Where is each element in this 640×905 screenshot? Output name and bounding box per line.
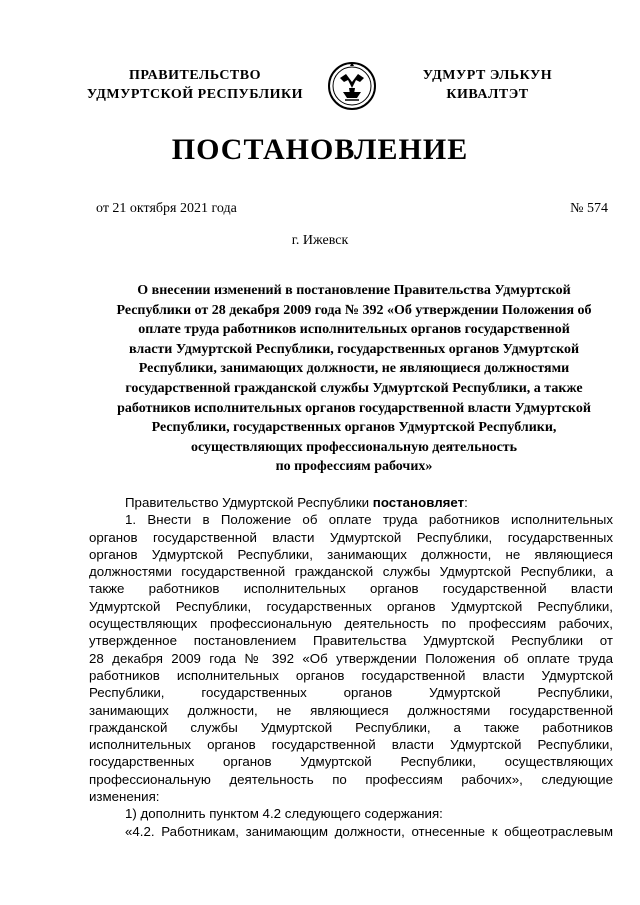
body-line: Республики, государственных органов Удмуртской Республики,	[89, 685, 613, 701]
body-line: 1) дополнить пунктом 4.2 следующего содержания:	[125, 806, 443, 822]
body-line: должностями государственной гражданской службы Удмуртской Республики, а	[89, 564, 613, 580]
document-type-title: ПОСТАНОВЛЕНИЕ	[171, 133, 469, 166]
title-line: Республики от 28 декабря 2009 года № 392 «Об утверждении Положения об	[116, 302, 592, 318]
intro-text: Правительство Удмуртской Республики	[125, 495, 370, 510]
body-line: профессиональную деятельность по профессиям рабочих», следующие	[89, 771, 613, 787]
body-line: 1. Внести в Положение об оплате труда работников исполнительных	[125, 512, 613, 528]
body-line: осуществляющих профессиональную деятельность по профессиям рабочих,	[89, 616, 613, 632]
header-left-line-1: ПРАВИТЕЛЬСТВО	[129, 68, 261, 83]
document-number: № 574	[570, 201, 608, 216]
intro-bold-word: постановляет	[372, 495, 465, 510]
document-body	[89, 494, 613, 840]
body-line: исполнительных органов государственной власти Удмуртской Республики,	[89, 737, 613, 753]
body-line: утвержденное постановлением Правительства Удмуртской Республики от	[89, 633, 613, 649]
document-city: г. Ижевск	[291, 233, 349, 248]
body-line: занимающих должности, не являющиеся должностями государственной	[89, 702, 613, 718]
title-line: по профессиям рабочих»	[275, 459, 433, 475]
document-date: от 21 октября 2021 года	[96, 201, 237, 216]
intro-colon: :	[464, 495, 468, 510]
title-line: работников исполнительных органов государственной власти Удмуртской	[117, 400, 591, 416]
title-line: О внесении изменений в постановление Правительства Удмуртской	[137, 283, 571, 298]
body-line: гражданской службы Удмуртской Республики, а также работников	[89, 719, 613, 735]
title-line: власти Удмуртской Республики, государственных органов Удмуртской	[128, 341, 580, 357]
header-left-line-2: УДМУРТСКОЙ РЕСПУБЛИКИ	[86, 87, 304, 102]
body-line: 28 декабря 2009 года № 392 «Об утверждении Положения об оплате труда	[89, 650, 613, 666]
udmurt-coat-of-arms-icon	[327, 58, 377, 114]
header-right-line-2: КИВАЛТЭТ	[446, 87, 529, 102]
title-line: Республики, занимающих должности, не являющиеся должностями	[138, 361, 570, 377]
body-line: Удмуртской Республики, государственных органов Удмуртской Республики,	[89, 598, 613, 614]
resolution-title	[90, 281, 618, 477]
header-government-name	[70, 66, 320, 104]
body-line: органов Удмуртской Республики, занимающих должности, не являющиеся	[89, 546, 613, 562]
title-line: государственной гражданской службы Удмуртской Республики, а также	[125, 380, 583, 396]
body-line: «4.2. Работникам, занимающим должности, отнесенные к общеотраслевым	[125, 823, 613, 839]
intro-paragraph	[89, 494, 613, 511]
body-line: государственных органов Удмуртской Республики, осуществляющих	[89, 754, 613, 770]
body-line: изменения:	[89, 789, 160, 805]
title-line: Республики, государственных органов Удмуртской Республики,	[151, 420, 557, 436]
header-right-line-1: УДМУРТ ЭЛЬКУН	[422, 68, 553, 83]
title-line: осуществляющих профессиональную деятельность	[190, 439, 518, 455]
header-udmurt-name	[400, 66, 575, 104]
body-line: также работников исполнительных органов государственной власти	[89, 581, 613, 597]
body-line: органов государственной власти Удмуртской Республики, государственных	[89, 529, 613, 545]
title-line: оплате труда работников исполнительных органов государственной	[138, 322, 570, 338]
body-line: работников исполнительных органов государственной власти Удмуртской	[89, 667, 613, 683]
